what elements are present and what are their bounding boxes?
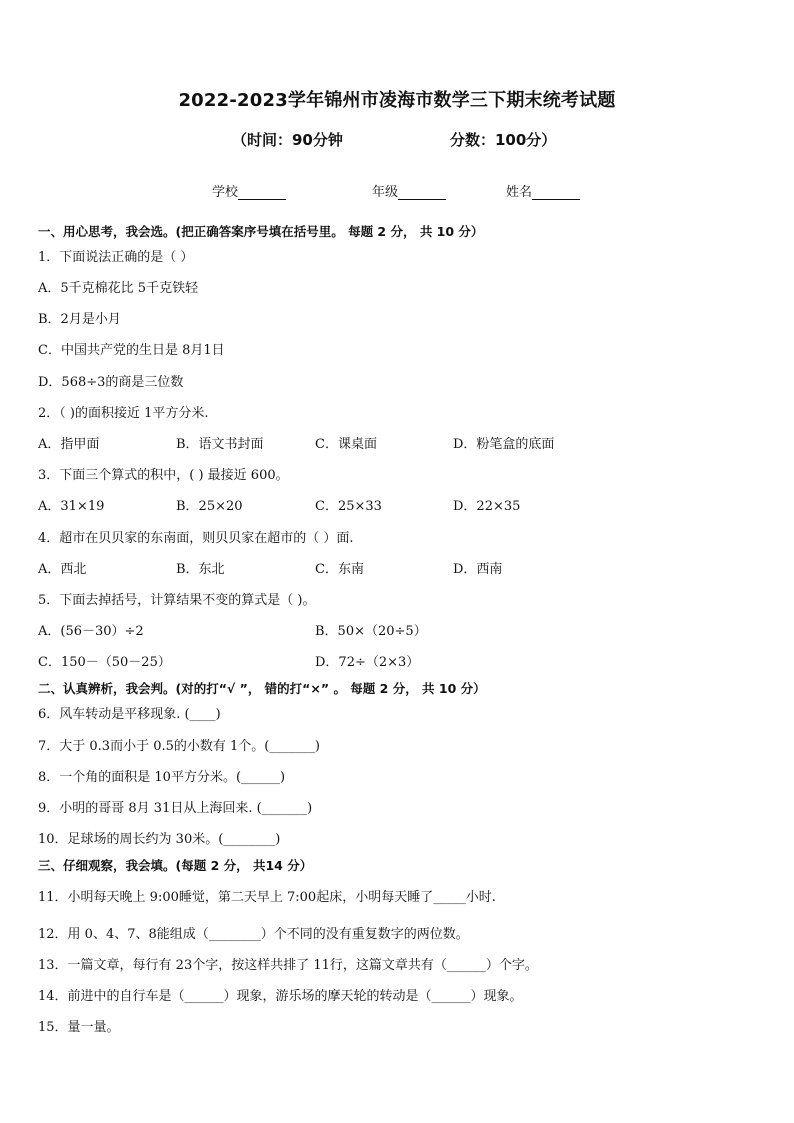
q1-option-b: B．2月是小月 xyxy=(38,312,121,327)
q5-option-d: D．72÷（2×3） xyxy=(315,655,420,670)
q3-option-a: A．31×19 xyxy=(38,499,105,514)
q1-stem: 1．下面说法正确的是（ ） xyxy=(38,250,194,265)
q4-option-c: C．东南 xyxy=(315,562,364,577)
school-blank[interactable] xyxy=(238,186,286,200)
q1-option-a: A．5千克棉花比 5千克铁轻 xyxy=(38,281,199,296)
q1-option-c: C．中国共产党的生日是 8月1日 xyxy=(38,343,225,358)
q13: 13．一篇文章，每行有 23个字，按这样共排了 11行，这篇文章共有（______）个字。 xyxy=(38,958,538,973)
q4-option-b: B．东北 xyxy=(176,562,225,577)
school-field xyxy=(212,181,286,200)
q2-option-a: A．指甲面 xyxy=(38,437,100,452)
q12: 12．用 0、4、7、8能组成（________）个不同的没有重复数字的两位数。 xyxy=(38,927,469,942)
q3-option-b: B．25×20 xyxy=(176,499,243,514)
q9: 9．小明的哥哥 8月 31日从上海回来. (_______) xyxy=(38,801,313,816)
q5-option-c: C．150－（50－25） xyxy=(38,655,171,670)
name-label: 姓名 xyxy=(506,185,533,200)
q10: 10．足球场的周长约为 30米。(________) xyxy=(38,832,281,847)
exam-score: 分数：100分） xyxy=(450,131,557,149)
q5-option-b: B．50×（20÷5） xyxy=(315,624,427,639)
section3-heading: 三、仔细观察，我会填。(每题 2 分， 共14 分） xyxy=(38,858,313,873)
q6: 6．风车转动是平移现象. (____) xyxy=(38,707,221,722)
q5-stem: 5．下面去掉括号，计算结果不变的算式是（ )。 xyxy=(38,593,316,608)
section2-heading: 二、认真辨析，我会判。(对的打“√ ”， 错的打“×” 。 每题 2 分， 共 10 分） xyxy=(38,681,486,696)
q15: 15．量一量。 xyxy=(38,1020,120,1035)
q3-option-c: C．25×33 xyxy=(315,499,382,514)
grade-label: 年级 xyxy=(372,185,399,200)
q8: 8．一个角的面积是 10平方分米。(______) xyxy=(38,770,286,785)
q2-option-c: C．课桌面 xyxy=(315,437,377,452)
q3-option-d: D．22×35 xyxy=(453,499,521,514)
q11: 11．小明每天晚上 9:00睡觉，第二天早上 7:00起床，小明每天睡了_____小时. xyxy=(38,890,496,905)
q1-option-d: D．568÷3的商是三位数 xyxy=(38,375,184,390)
q3-stem: 3．下面三个算式的积中，( ) 最接近 600。 xyxy=(38,468,289,483)
q2-option-d: D．粉笔盒的底面 xyxy=(453,437,555,452)
q4-stem: 4．超市在贝贝家的东南面，则贝贝家在超市的（ ）面. xyxy=(38,531,354,546)
q4-option-d: D．西南 xyxy=(453,562,503,577)
exam-time: （时间：90分钟 xyxy=(232,131,343,149)
name-blank[interactable] xyxy=(532,186,580,200)
section1-heading: 一、用心思考，我会选。(把正确答案序号填在括号里。 每题 2 分， 共 10 分） xyxy=(38,224,484,239)
q5-option-a: A．(56－30）÷2 xyxy=(38,624,144,639)
grade-blank[interactable] xyxy=(398,186,446,200)
name-field xyxy=(506,181,580,200)
page-title: 2022-2023学年锦州市凌海市数学三下期末统考试题 xyxy=(178,90,616,111)
q7: 7．大于 0.3而小于 0.5的小数有 1个。(_______) xyxy=(38,739,320,754)
grade-field xyxy=(372,181,446,200)
school-label: 学校 xyxy=(212,185,239,200)
q4-option-a: A．西北 xyxy=(38,562,87,577)
q2-option-b: B．语文书封面 xyxy=(176,437,264,452)
q14: 14．前进中的自行车是（______）现象，游乐场的摩天轮的转动是（______）现象。 xyxy=(38,989,523,1004)
q2-stem: 2．（ )的面积接近 1平方分米. xyxy=(38,406,209,421)
